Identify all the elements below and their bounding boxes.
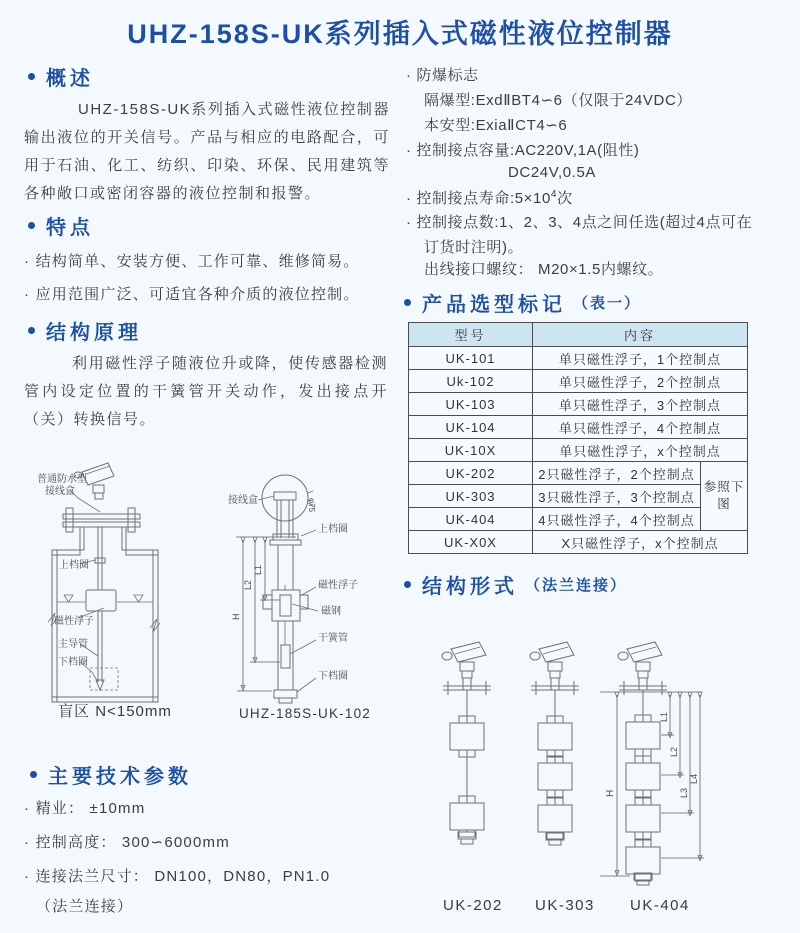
param-line: · 连接法兰尺寸： DN100，DN80，PN1.0 — [24, 868, 331, 885]
cell-content: X只磁性浮子，x个控制点 — [533, 531, 748, 554]
spec-contact-capacity-dc: DC24V,0.5A — [508, 164, 597, 181]
dim-label-h: H — [605, 789, 616, 797]
probe-dim-l1: L1 — [253, 564, 263, 575]
spec-flameproof-type: 隔爆型:ExdⅡBT4∽6（仅限于24VDC） — [424, 92, 692, 109]
overview-heading-text: 概述 — [46, 68, 94, 90]
col-header-content: 内容 — [533, 323, 748, 347]
probe-label-float: 磁性浮子 — [318, 580, 358, 591]
param-line: · 精业： ±10mm — [24, 800, 146, 817]
probe-dim-diameter: φ75 — [307, 498, 316, 513]
table-row — [409, 416, 748, 439]
structure-form-heading-text: 结构形式 — [422, 576, 518, 598]
section-structure-form-heading — [404, 570, 627, 599]
bullet-dot-icon — [30, 771, 37, 778]
table-row — [409, 393, 748, 416]
cell-model: UK-10X — [409, 439, 533, 462]
probe-label-junction-box: 接线盒 — [228, 495, 258, 506]
probe-dim-h: H — [231, 613, 241, 620]
principle-heading-text: 结构原理 — [46, 322, 142, 344]
tank-label-waterproof-box-line1: 普通防水型 — [37, 474, 87, 485]
table-header-row — [409, 323, 748, 347]
cell-model: UK-104 — [409, 416, 533, 439]
section-params-heading — [30, 760, 192, 789]
probe-label-lower-ring: 下档圈 — [318, 671, 348, 682]
table-row — [409, 462, 748, 485]
param-line: · 控制高度： 300∽6000mm — [24, 834, 230, 851]
structure-form-heading-suffix: （法兰连接） — [525, 577, 628, 594]
tank-label-waterproof-box-line2: 接线盒 — [45, 486, 75, 497]
bullet-dot-icon — [28, 222, 35, 229]
cell-content: 3只磁性浮子，3个控制点 — [533, 485, 701, 508]
probe-uk-303 — [530, 642, 579, 845]
spec-contact-count: · 控制接点数:1、2、3、4点之间任选(超过4点可在 — [406, 214, 753, 231]
probe-diagram-caption: UHZ-185S-UK-102 — [238, 706, 372, 721]
dim-label-l4: L4 — [689, 773, 699, 784]
bullet-dot-icon — [28, 73, 35, 80]
section-selection-heading — [404, 288, 641, 317]
cell-ref-note: 参照下图 — [701, 462, 748, 531]
section-principle-heading — [28, 316, 142, 345]
cell-content: 单只磁性浮子，4个控制点 — [533, 416, 748, 439]
cell-model: UK-103 — [409, 393, 533, 416]
cell-model: UK-X0X — [409, 531, 533, 554]
table-row — [409, 347, 748, 370]
spec-contact-capacity: · 控制接点容量:AC220V,1A(阻性) — [406, 142, 640, 159]
spec-contact-life-prefix: · 控制接点寿命:5×10 — [406, 190, 551, 207]
col-header-model: 型号 — [409, 323, 533, 347]
spec-contact-count-cont: 订货时注明)。 — [424, 239, 524, 256]
spec-contact-life-exponent: 4 — [550, 189, 558, 200]
cell-content: 单只磁性浮子，2个控制点 — [533, 370, 748, 393]
model-label-uk-303: UK-303 — [535, 897, 595, 914]
probe-label-upper-ring: 上档圈 — [318, 524, 348, 535]
param-line: （法兰连接） — [36, 898, 134, 915]
selection-heading-suffix: （表一） — [573, 295, 642, 312]
spec-intrinsic-type: 本安型:ExiaⅡCT4∽6 — [424, 117, 568, 134]
probe-uk-404 — [618, 642, 667, 885]
table-row — [409, 508, 748, 531]
dim-label-l3: L3 — [679, 787, 689, 798]
cell-model: UK-303 — [409, 485, 533, 508]
principle-paragraph: 利用磁性浮子随液位升或降，使传感器检测管内设定位置的干簧管开关动作，发出接点开（关）转换信号。 — [24, 355, 388, 428]
probe-label-reed-switch: 干簧管 — [318, 633, 348, 644]
model-label-uk-404: UK-404 — [630, 897, 690, 914]
feature-item: · 结构简单、安装方便、工作可靠、维修简易。 — [24, 253, 360, 270]
probe-dim-l2: L2 — [243, 579, 253, 590]
section-features-heading — [28, 211, 94, 240]
features-heading-text: 特点 — [46, 217, 94, 239]
dim-label-l2: L2 — [669, 746, 679, 757]
params-heading-text: 主要技术参数 — [48, 766, 192, 788]
selection-table — [408, 322, 748, 554]
table-row — [409, 531, 748, 554]
cell-content: 单只磁性浮子，1个控制点 — [533, 347, 748, 370]
spec-outlet-thread: 出线接口螺纹： M20×1.5内螺纹。 — [424, 261, 664, 278]
cell-content: 单只磁性浮子，3个控制点 — [533, 393, 748, 416]
cell-model: UK-101 — [409, 347, 533, 370]
table-row — [409, 485, 748, 508]
spec-contact-life-suffix: 次 — [557, 190, 573, 207]
cell-content: 4只磁性浮子，4个控制点 — [533, 508, 701, 531]
tank-installation-diagram — [20, 450, 210, 708]
probe-uk-202 — [442, 642, 491, 844]
cell-model: UK-202 — [409, 462, 533, 485]
spec-explosion-mark: · 防爆标志 — [406, 67, 479, 84]
bullet-dot-icon — [404, 299, 411, 306]
bullet-dot-icon — [28, 327, 35, 334]
tank-label-guide-tube: 主导管 — [58, 639, 88, 650]
dim-label-l1: L1 — [659, 711, 669, 722]
tank-diagram-caption: 盲区 N<150mm — [58, 703, 172, 720]
cell-model: Uk-102 — [409, 370, 533, 393]
probe-detail-diagram — [210, 448, 400, 708]
tank-label-float: 磁性浮子 — [54, 616, 94, 627]
table-row — [409, 439, 748, 462]
model-label-uk-202: UK-202 — [443, 897, 503, 914]
bullet-dot-icon — [404, 581, 411, 588]
selection-heading-text: 产品选型标记 — [422, 294, 566, 316]
spec-contact-life — [406, 187, 573, 208]
cell-content: 2只磁性浮子，2个控制点 — [533, 462, 701, 485]
section-overview-heading — [28, 62, 94, 91]
overview-paragraph: UHZ-158S-UK系列插入式磁性液位控制器输出液位的开关信号。产品与相应的电路配合，可用于石油、化工、纺织、印染、环保、民用建筑等各种敞口或密闭容器的液位控制和报警。 — [24, 101, 390, 202]
structure-form-diagrams — [402, 612, 780, 887]
table-row — [409, 370, 748, 393]
probe-label-magnet: 磁钢 — [321, 606, 341, 617]
tank-label-upper-ring: 上档圈 — [59, 560, 89, 571]
feature-item: · 应用范围广泛、可适宜各种介质的液位控制。 — [24, 286, 360, 303]
cell-model: UK-404 — [409, 508, 533, 531]
tank-label-lower-ring: 下档圈 — [58, 657, 88, 668]
page-title: UHZ-158S-UK系列插入式磁性液位控制器 — [127, 19, 673, 49]
cell-content: 单只磁性浮子，x个控制点 — [533, 439, 748, 462]
